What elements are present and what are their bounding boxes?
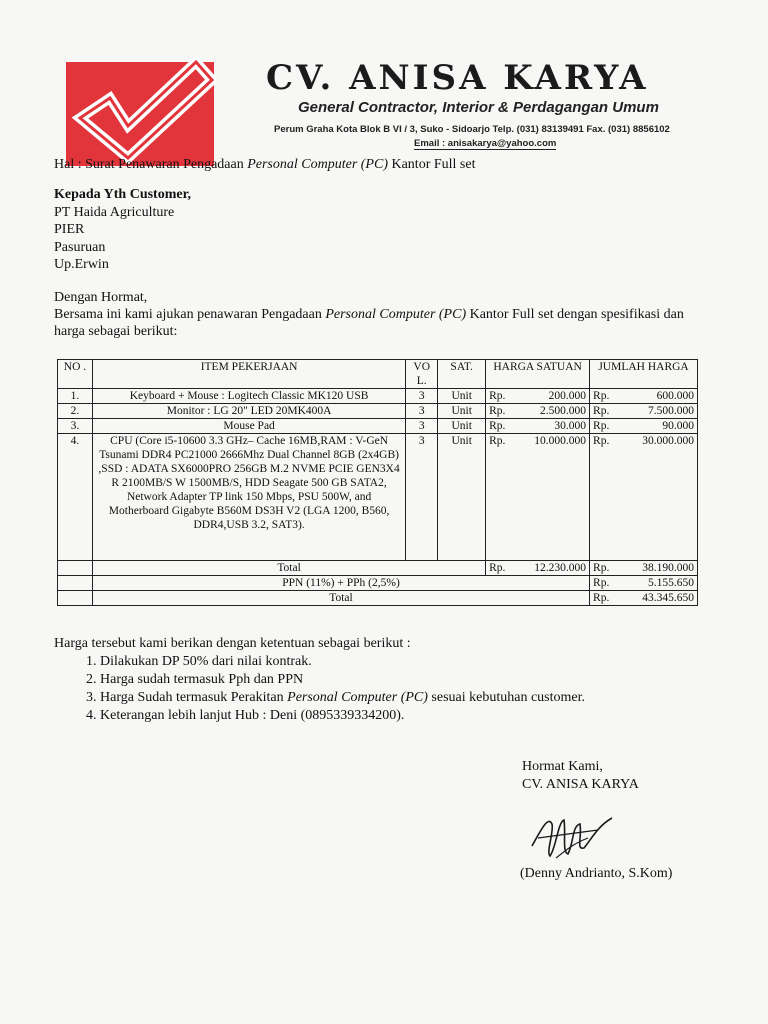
table-header-row [58, 360, 698, 389]
company-name: CV. ANISA KARYA [266, 58, 649, 98]
row-jumlah [590, 389, 698, 404]
row-no: 1. [58, 389, 93, 404]
empty-cell [58, 576, 93, 591]
term-3-prefix: Harga Sudah termasuk Perakitan [100, 690, 288, 705]
currency-label: Rp. [489, 405, 506, 417]
terms-section [54, 635, 714, 725]
currency-label: Rp. [593, 577, 610, 589]
opening-body-suffix: Kantor Full set dengan spesifikasi dan harga sebagai berikut: [54, 307, 684, 339]
term-3-suffix: sesuai kebutuhan customer. [427, 690, 585, 705]
recipient-line: Pasuruan [54, 239, 106, 255]
table-row [58, 434, 698, 561]
company-logo [66, 62, 214, 166]
grand-total-value [590, 591, 698, 606]
term-item: 1. Dilakukan DP 50% dari nilai kontrak. [100, 653, 714, 671]
row-sat: Unit [438, 434, 486, 561]
jumlah-value: 7.500.000 [648, 405, 694, 417]
row-jumlah [590, 434, 698, 561]
empty-cell [58, 561, 93, 576]
recipient-line: PT Haida Agriculture [54, 204, 175, 220]
row-harga [486, 419, 590, 434]
signer-name: (Denny Andrianto, S.Kom) [520, 866, 673, 881]
currency-label: Rp. [593, 390, 610, 402]
company-email: Email : anisakarya@yahoo.com [414, 138, 557, 149]
header-harga: HARGA SATUAN [486, 360, 590, 389]
table-row [58, 419, 698, 434]
subtotal-label: Total [92, 561, 485, 576]
subtotal-row [58, 561, 698, 576]
term-item: 4. Keterangan lebih lanjut Hub : Deni (0895339334200). [100, 707, 714, 725]
opening-body-prefix: Bersama ini kami ajukan penawaran Pengadaan [54, 307, 326, 322]
row-harga [486, 434, 590, 561]
row-item: Mouse Pad [92, 419, 405, 434]
checkmark-icon [66, 40, 216, 166]
letter-subject [54, 157, 475, 173]
currency-label: Rp. [593, 405, 610, 417]
company-address: Perum Graha Kota Blok B VI / 3, Suko - Sidoarjo Telp. (031) 83139491 Fax. (031) 8856102 [274, 124, 670, 135]
row-vol: 3 [406, 419, 438, 434]
row-item: Monitor : LG 20" LED 20MK400A [92, 404, 405, 419]
currency-label: Rp. [489, 562, 506, 574]
grand-total-row [58, 591, 698, 606]
signature-image [528, 808, 618, 869]
grand-total-amount: 43.345.650 [642, 592, 694, 604]
subtotal-jumlah [590, 561, 698, 576]
jumlah-value: 600.000 [656, 390, 694, 402]
table-row [58, 389, 698, 404]
header-sat: SAT. [438, 360, 486, 389]
currency-label: Rp. [489, 420, 506, 432]
term-item [100, 689, 714, 707]
currency-label: Rp. [489, 390, 506, 402]
row-harga [486, 389, 590, 404]
header-jumlah: JUMLAH HARGA [590, 360, 698, 389]
term-item: 2. Harga sudah termasuk Pph dan PPN [100, 671, 714, 689]
subtotal-harga-value: 12.230.000 [534, 562, 587, 574]
row-jumlah [590, 419, 698, 434]
row-no: 4. [58, 434, 93, 561]
harga-value: 30.000 [554, 420, 587, 432]
company-subtitle: General Contractor, Interior & Perdagangan Umum [298, 99, 659, 116]
opening-paragraph [54, 289, 694, 340]
tax-label: PPN (11%) + PPh (2,5%) [92, 576, 589, 591]
row-no: 2. [58, 404, 93, 419]
table-row [58, 404, 698, 419]
subject-italic: Personal Computer (PC) [247, 157, 388, 172]
closing-block [522, 758, 639, 794]
price-table [57, 359, 698, 606]
tax-amount: 5.155.650 [648, 577, 694, 589]
jumlah-value: 30.000.000 [642, 435, 694, 447]
harga-value: 200.000 [548, 390, 587, 402]
harga-value: 10.000.000 [534, 435, 587, 447]
subtotal-jumlah-value: 38.190.000 [642, 562, 694, 574]
row-jumlah [590, 404, 698, 419]
empty-cell [58, 591, 93, 606]
recipient-block [54, 186, 191, 274]
subject-prefix: Hal : Surat Penawaran Pengadaan [54, 157, 248, 172]
term-3-italic: Personal Computer (PC) [287, 690, 428, 705]
opening-body-italic: Personal Computer (PC) [325, 307, 467, 322]
currency-label: Rp. [593, 435, 610, 447]
harga-value: 2.500.000 [540, 405, 587, 417]
recipient-line: Up.Erwin [54, 257, 109, 272]
subject-suffix: Kantor Full set [387, 157, 476, 172]
currency-label: Rp. [593, 592, 610, 604]
header-item: ITEM PEKERJAAN [92, 360, 405, 389]
row-harga [486, 404, 590, 419]
row-vol: 3 [406, 434, 438, 561]
currency-label: Rp. [593, 420, 610, 432]
closing-salutation: Hormat Kami, [522, 759, 603, 774]
currency-label: Rp. [593, 562, 610, 574]
row-vol: 3 [406, 389, 438, 404]
recipient-line: PIER [54, 222, 85, 237]
subtotal-harga [486, 561, 590, 576]
grand-total-label: Total [92, 591, 589, 606]
tax-row [58, 576, 698, 591]
header-no: NO . [58, 360, 93, 389]
row-item: CPU (Core i5-10600 3.3 GHz– Cache 16MB,RAM : V-GeN Tsunami DDR4 PC21000 2666Mhz Dual Channel 8GB (2x4GB) ,SSD : ADATA SX6000PRO 256GB M.2 NVME PCIE GEN3X4 R 2100MB/S W 1500MB/S, HDD Seagate 500 GB SATA2, Network Adapter TP link 150 Mbps, PSU 500W, and Motherboard Gigabyte B560M DS3H V2 (LGA 1200, B560, DDR4,USB 3.2, SAT3). [92, 434, 405, 561]
row-item: Keyboard + Mouse : Logitech Classic MK120 USB [92, 389, 405, 404]
row-no: 3. [58, 419, 93, 434]
terms-list [54, 653, 714, 725]
row-sat: Unit [438, 389, 486, 404]
recipient-heading: Kepada Yth Customer, [54, 187, 192, 202]
currency-label: Rp. [489, 435, 506, 447]
tax-value [590, 576, 698, 591]
row-vol: 3 [406, 404, 438, 419]
jumlah-value: 90.000 [662, 420, 694, 432]
closing-company: CV. ANISA KARYA [522, 777, 639, 792]
header-vol: VO L. [406, 360, 438, 389]
terms-intro: Harga tersebut kami berikan dengan ketentuan sebagai berikut : [54, 636, 411, 651]
row-sat: Unit [438, 404, 486, 419]
row-sat: Unit [438, 419, 486, 434]
greeting: Dengan Hormat, [54, 290, 148, 305]
opening-body [54, 306, 694, 340]
